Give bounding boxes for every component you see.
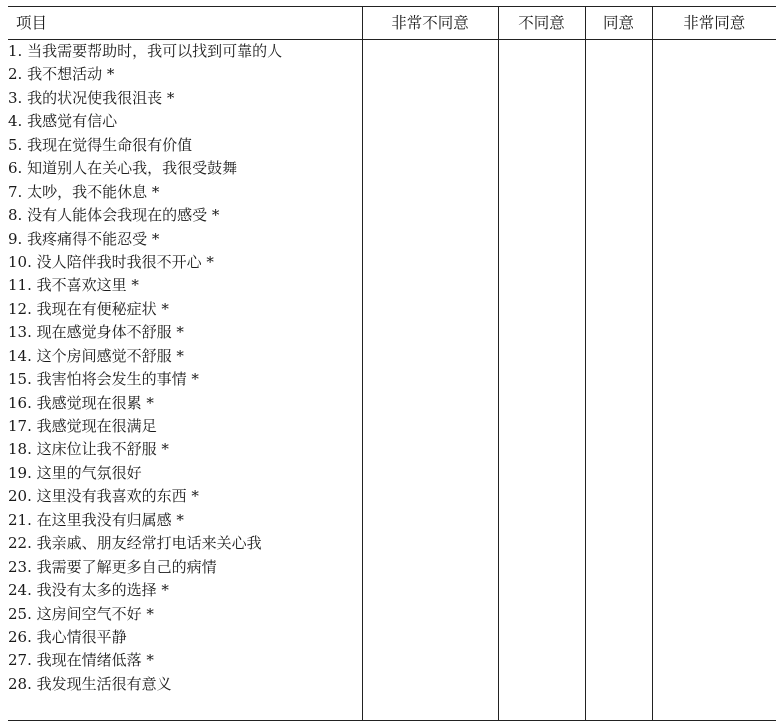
list-item: 27. 我现在情绪低落 * xyxy=(8,651,154,670)
list-item: 2. 我不想活动 * xyxy=(8,65,115,84)
list-item: 4. 我感觉有信心 xyxy=(8,112,118,131)
list-item: 11. 我不喜欢这里 * xyxy=(8,276,139,295)
response-column-strongly-disagree xyxy=(362,40,498,721)
list-item: 24. 我没有太多的选择 * xyxy=(8,581,169,600)
header-strongly-agree: 非常同意 xyxy=(652,7,776,40)
list-item: 3. 我的状况使我很沮丧 * xyxy=(8,88,175,107)
header-disagree: 不同意 xyxy=(498,7,585,40)
list-item: 16. 我感觉现在很累 * xyxy=(8,393,154,412)
list-item: 18. 这床位让我不舒服 * xyxy=(8,440,169,459)
body-row xyxy=(8,40,776,721)
list-item: 10. 没人陪伴我时我很不开心 * xyxy=(8,252,214,271)
header-agree: 同意 xyxy=(585,7,652,40)
list-item: 21. 在这里我没有归属感 * xyxy=(8,510,184,529)
list-item: 28. 我发现生活很有意义 xyxy=(8,674,172,693)
list-item: 23. 我需要了解更多自己的病情 xyxy=(8,557,217,576)
header-strongly-disagree: 非常不同意 xyxy=(362,7,498,40)
header-item: 项目 xyxy=(8,7,362,40)
list-item: 7. 太吵，我不能休息 * xyxy=(8,182,160,201)
list-item: 22. 我亲戚、朋友经常打电话来关心我 xyxy=(8,534,262,553)
list-item: 20. 这里没有我喜欢的东西 * xyxy=(8,487,199,506)
list-item: 6. 知道别人在关心我，我很受鼓舞 xyxy=(8,159,238,178)
list-item: 25. 这房间空气不好 * xyxy=(8,604,154,623)
list-item: 13. 现在感觉身体不舒服 * xyxy=(8,323,184,342)
item-list xyxy=(8,40,362,696)
list-item: 15. 我害怕将会发生的事情 * xyxy=(8,370,199,389)
response-column-strongly-agree xyxy=(652,40,776,721)
response-column-disagree xyxy=(498,40,585,721)
list-item: 14. 这个房间感觉不舒服 * xyxy=(8,346,184,365)
list-item: 26. 我心情很平静 xyxy=(8,627,127,646)
list-item: 8. 没有人能体会我现在的感受 * xyxy=(8,206,220,225)
list-item: 19. 这里的气氛很好 xyxy=(8,463,142,482)
survey-table xyxy=(8,6,776,721)
items-column xyxy=(8,40,362,721)
list-item: 1. 当我需要帮助时，我可以找到可靠的人 xyxy=(8,42,283,60)
list-item: 12. 我现在有便秘症状 * xyxy=(8,299,169,318)
header-row xyxy=(8,7,776,40)
list-item: 17. 我感觉现在很满足 xyxy=(8,417,157,435)
response-column-agree xyxy=(585,40,652,721)
list-item: 9. 我疼痛得不能忍受 * xyxy=(8,229,160,248)
list-item: 5. 我现在觉得生命很有价值 xyxy=(8,135,193,154)
